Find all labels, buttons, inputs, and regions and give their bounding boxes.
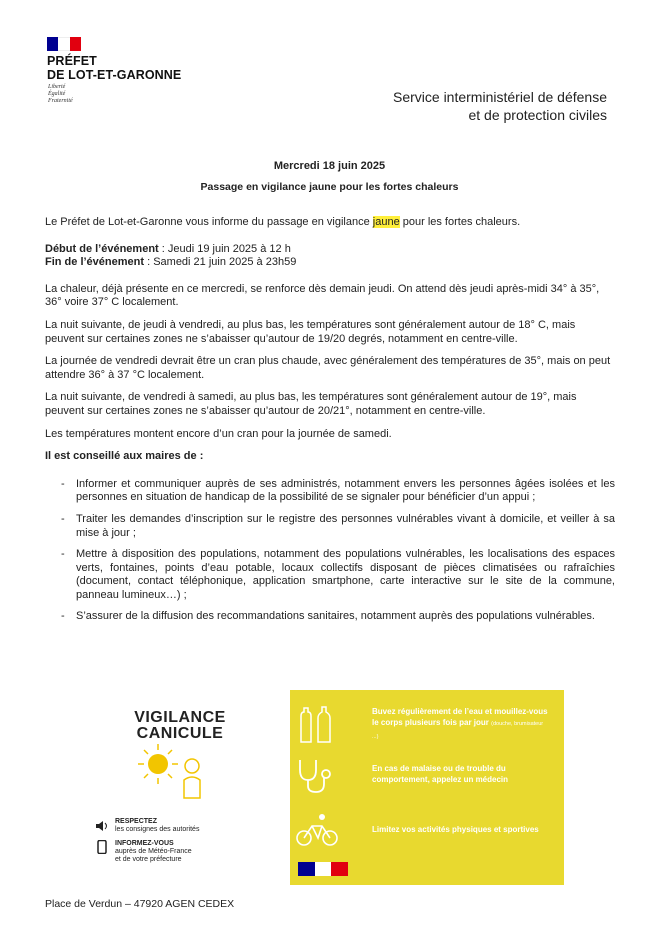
note-inform	[115, 840, 192, 864]
motto-fraternite: Fraternité	[48, 98, 73, 104]
paragraph: La chaleur, déjà présente en ce mercredi, se renforce dès demain jeudi. On attend dès jeudi après-midi 34° à 35°, 36° voire 37° C localement.	[45, 282, 600, 309]
note-respect-text: les consignes des autorités	[115, 826, 200, 833]
document-subject: Passage en vigilance jaune pour les fortes chaleurs	[200, 181, 459, 193]
list-item: - Mettre à disposition des populations, notamment des populations vulnérables, les localisations des espaces verts, fontaines, points d’eau potable, locaux collectifs disposant de pièces climatisées ou rafraîchies (document, contact téléphonique, application smartphone, carte interactive sur le site de la commune, panneau lumineux…) ;	[45, 548, 615, 602]
bottle-icon	[296, 704, 336, 744]
motto-egalite: Égalité	[48, 91, 66, 97]
tip-doctor: En cas de malaise ou de trouble du comportement, appelez un médecin	[372, 764, 509, 784]
advice-title: Il est conseillé aux maires de :	[45, 450, 204, 463]
event-end-value: : Samedi 21 juin 2025 à 23h59	[144, 256, 297, 269]
footer-address: Place de Verdun – 47920 AGEN CEDEX	[45, 898, 235, 910]
list-item: - Traiter les demandes d’inscription sur le registre des personnes vulnérables vivant à domicile, et veiller à sa mise à jour ;	[45, 513, 615, 540]
french-flag-logo	[47, 37, 81, 51]
service-line1: Service interministériel de défense	[393, 89, 607, 105]
prefecture-line1: PRÉFET	[47, 54, 97, 68]
intro-text-before: Le Préfet de Lot-et-Garonne vous informe du passage en vigilance	[45, 216, 373, 228]
intro-text-after: pour les fortes chaleurs.	[399, 216, 521, 228]
list-item: - Informer et communiquer auprès de ses administrés, notamment envers les personnes âgées isolées et les personnes en situation de handicap de la possibilité de se signaler pour bénéficier d’un appui ;	[45, 478, 615, 505]
list-item: - S’assurer de la diffusion des recommandations sanitaires, notamment auprès des populations vulnérables.	[45, 610, 615, 624]
vigilance-title-line1: VIGILANCE	[134, 709, 226, 726]
tip-hydrate-text: Buvez régulièrement de l’eau et mouillez-vous le corps plusieurs fois par jour	[372, 707, 548, 727]
paragraph: La journée de vendredi devrait être un cran plus chaude, avec généralement des températures de 35°, mais on peut attendre 36° à 37 °C localement.	[45, 355, 611, 381]
prefecture-line2: DE LOT-ET-GARONNE	[47, 68, 182, 82]
stethoscope-icon	[296, 758, 340, 796]
vigilance-title-line2: CANICULE	[136, 725, 224, 742]
event-end-label: Fin de l’événement	[45, 256, 145, 269]
speaker-icon	[95, 818, 109, 836]
note-inform-line2: auprès de Météo-France	[115, 848, 192, 855]
vigilance-title	[115, 710, 245, 742]
french-flag-small-logo	[298, 862, 348, 876]
paragraph: La nuit suivante, de jeudi à vendredi, au plus bas, les températures sont généralement autour de 18° C, mais peuvent sur certaines zones ne s’abaisser qu’autour de 19/20 degrés, notamment en centre-ville.	[45, 318, 576, 345]
tip-hydrate-small: (douche, brumisateur ...)	[372, 721, 544, 740]
note-respect	[115, 818, 199, 834]
republic-motto	[48, 84, 73, 105]
paragraph: Les températures montent encore d’un cran pour la journée de samedi.	[45, 427, 392, 440]
service-name	[307, 88, 607, 124]
cyclist-icon	[296, 812, 340, 848]
tip-limit-activity: Limitez vos activités physiques et sportives	[372, 825, 539, 834]
document-body	[45, 216, 615, 632]
paragraph: La nuit suivante, de vendredi à samedi, au plus bas, les températures sont généralement autour de 19°, mais peuvent sur certaines zones ne s’abaisser qu’autour de 20/21°, notamment en centre-ville.	[45, 391, 577, 417]
service-line2: et de protection civiles	[468, 107, 607, 123]
intro-paragraph	[45, 216, 615, 230]
note-respect-title: RESPECTEZ	[115, 818, 158, 825]
event-dates	[45, 243, 615, 270]
event-start-label: Début de l’événement	[45, 242, 159, 255]
motto-liberte: Liberté	[48, 84, 66, 90]
phone-icon	[97, 840, 107, 859]
sun-person-icon	[130, 742, 220, 802]
prefecture-name	[47, 54, 181, 82]
vigilance-level-highlight: jaune	[372, 216, 400, 228]
event-start-value: : Jeudi 19 juin 2025 à 12 h	[158, 242, 291, 255]
document-date: Mercredi 18 juin 2025	[273, 160, 386, 172]
note-inform-title: INFORMEZ-VOUS	[115, 840, 174, 847]
advice-list	[45, 478, 615, 624]
tip-hydrate	[372, 706, 550, 743]
note-inform-line3: et de votre préfecture	[115, 856, 182, 863]
